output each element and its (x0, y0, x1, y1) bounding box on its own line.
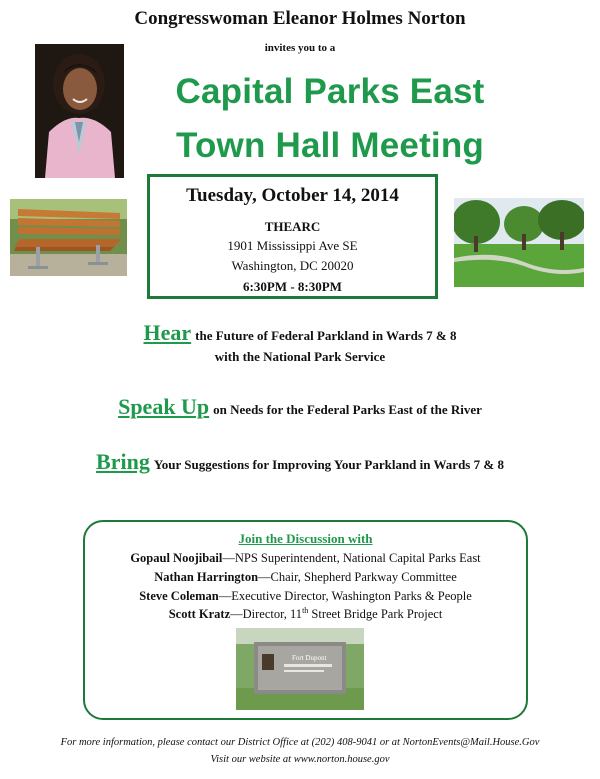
title-line-1: Capital Parks East (175, 72, 485, 111)
park-photo (454, 198, 584, 287)
bring-keyword: Bring (96, 449, 150, 474)
hear-keyword: Hear (143, 320, 192, 345)
host-name: Congresswoman Eleanor Holmes Norton (134, 8, 466, 29)
bring-line (0, 449, 600, 475)
panelist-line (83, 570, 528, 585)
panelist-name: Scott Kratz (168, 607, 231, 621)
panelist-line (83, 551, 528, 566)
panelist-role: —Director, 11 (230, 607, 303, 621)
speak-up-keyword: Speak Up (118, 394, 210, 419)
panelist-name: Nathan Harrington (154, 570, 259, 584)
title-line-2: Town Hall Meeting (175, 126, 485, 165)
speak-up-text: on Needs for the Federal Parks East of the River (213, 402, 482, 417)
event-venue: THEARC (264, 219, 321, 234)
speak-up-line (0, 394, 600, 420)
event-details-box (147, 174, 438, 299)
panelist-line (83, 589, 528, 604)
hear-subline: with the National Park Service (214, 349, 386, 364)
event-address-line-2: Washington, DC 20020 (231, 258, 354, 273)
panelist-name: Steve Coleman (139, 589, 219, 603)
panelist-role: —Executive Director, Washington Parks & People (218, 589, 472, 603)
panelist-name: Gopaul Noojibail (130, 551, 223, 565)
panelist-role-cont: Street Bridge Park Project (308, 607, 443, 621)
bring-text: Your Suggestions for Improving Your Parkland in Wards 7 & 8 (153, 457, 504, 472)
invites-line: invites you to a (264, 42, 336, 54)
hear-line (0, 320, 600, 346)
panelist-role: —NPS Superintendent, National Capital Parks East (222, 551, 481, 565)
event-address-line-1: 1901 Mississippi Ave SE (227, 238, 358, 253)
discussion-heading: Join the Discussion with (238, 531, 373, 546)
event-time: 6:30PM - 8:30PM (243, 279, 342, 294)
panelist-role: —Chair, Shepherd Parkway Committee (258, 570, 457, 584)
bench-photo (10, 199, 127, 276)
footer-contact-info: For more information, please contact our District Office at (202) 408-9041 or at NortonEvents@Mail.House.Gov (60, 737, 540, 748)
portrait-photo (35, 44, 124, 178)
panelist-line (83, 607, 528, 622)
footer-website: Visit our website at www.norton.house.gov (210, 754, 390, 765)
fort-dupont-sign-photo (236, 628, 364, 710)
ordinal-suffix: th (302, 605, 309, 615)
event-date: Tuesday, October 14, 2014 (186, 185, 399, 206)
hear-text: the Future of Federal Parkland in Wards 7 & 8 (195, 328, 457, 343)
sign-text: Fort Dupont (292, 654, 327, 662)
